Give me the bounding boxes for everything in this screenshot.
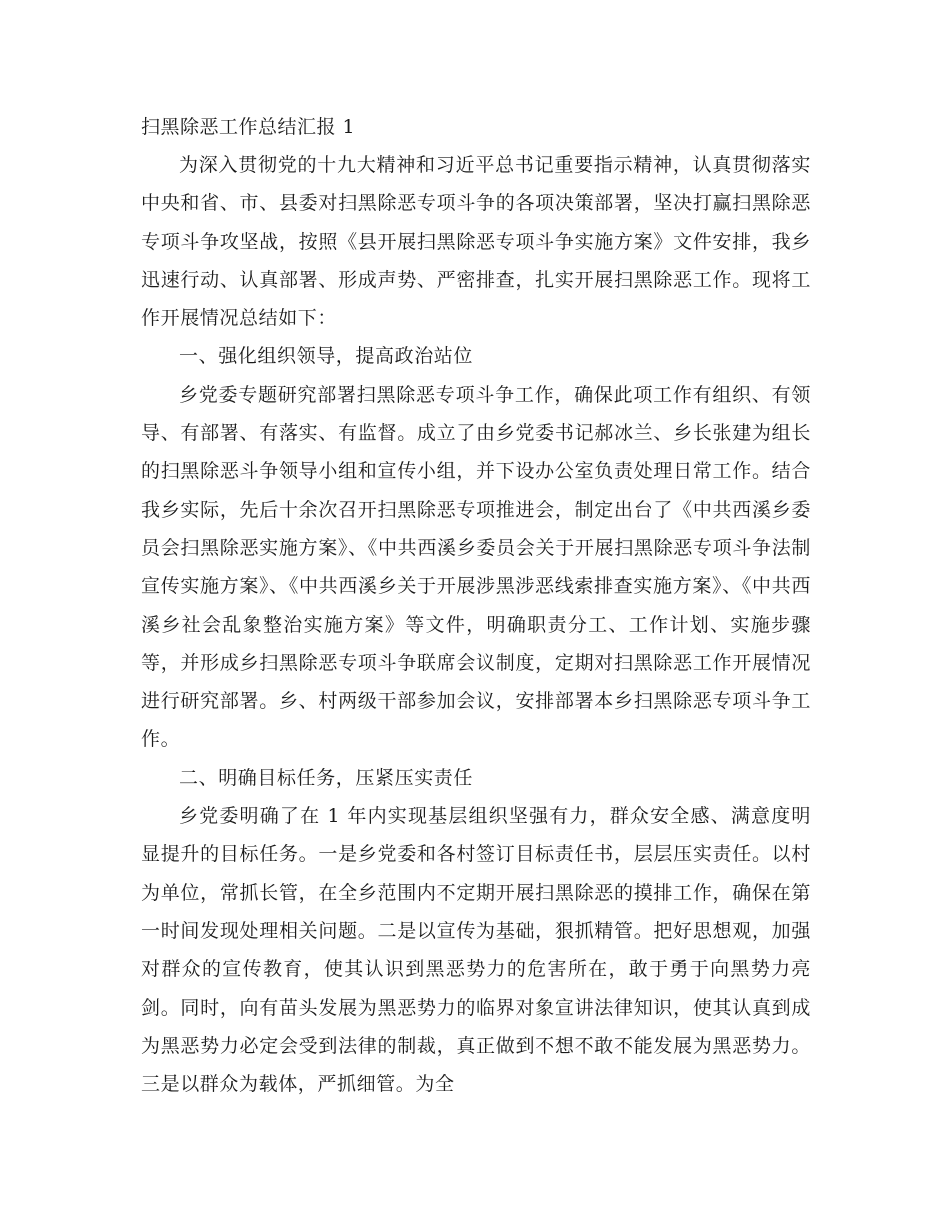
- section-body-2: 乡党委明确了在 1 年内实现基层组织坚强有力，群众安全感、满意度明显提升的目标任务。一是乡党委和各村签订目标责任书，层层压实责任。以村为单位，常抓长管，在全乡范围内不定期开展扫黑除恶的摸排工作，确保在第一时间发现处理相关问题。二是以宣传为基础，狠抓精管。把好思想观，加强对群众的宣传教育，使其认识到黑恶势力的危害所在，敢于勇于向黑势力亮剑。同时，向有苗头发展为黑恶势力的临界对象宣讲法律知识，使其认真到成为黑恶势力必定会受到法律的制裁，真正做到不想不敢不能发展为黑恶势力。三是以群众为载体，严抓细管。为全: [141, 805, 811, 1096]
- document-page: [141, 108, 811, 1103]
- section-heading-1: 一、强化组织领导，提高政治站位: [179, 345, 474, 368]
- intro-paragraph: 为深入贯彻党的十九大精神和习近平总书记重要指示精神，认真贯彻落实中央和省、市、县委对扫黑除恶专项斗争的各项决策部署，坚决打赢扫黑除恶专项斗争攻坚战，按照《县开展扫黑除恶专项斗争实施方案》文件安排，我乡迅速行动、认真部署、形成声势、严密排查，扎实开展扫黑除恶工作。现将工作开展情况总结如下：: [141, 154, 811, 330]
- section-body-1: 乡党委专题研究部署扫黑除恶专项斗争工作，确保此项工作有组织、有领导、有部署、有落实、有监督。成立了由乡党委书记郝冰兰、乡长张建为组长的扫黑除恶斗争领导小组和宣传小组，并下设办公室负责处理日常工作。结合我乡实际，先后十余次召开扫黑除恶专项推进会，制定出台了《中共西溪乡委员会扫黑除恶实施方案》、《中共西溪乡委员会关于开展扫黑除恶专项斗争法制宣传实施方案》、《中共西溪乡关于开展涉黑涉恶线索排查实施方案》、《中共西溪乡社会乱象整治实施方案》等文件，明确职责分工、工作计划、实施步骤等，并形成乡扫黑除恶专项斗争联席会议制度，定期对扫黑除恶工作开展情况进行研究部署。乡、村两级干部参加会议，安排部署本乡扫黑除恶专项斗争工作。: [141, 383, 811, 751]
- section-heading-2: 二、明确目标任务，压紧压实责任: [179, 766, 474, 789]
- document-title: 扫黑除恶工作总结汇报 1: [141, 116, 356, 138]
